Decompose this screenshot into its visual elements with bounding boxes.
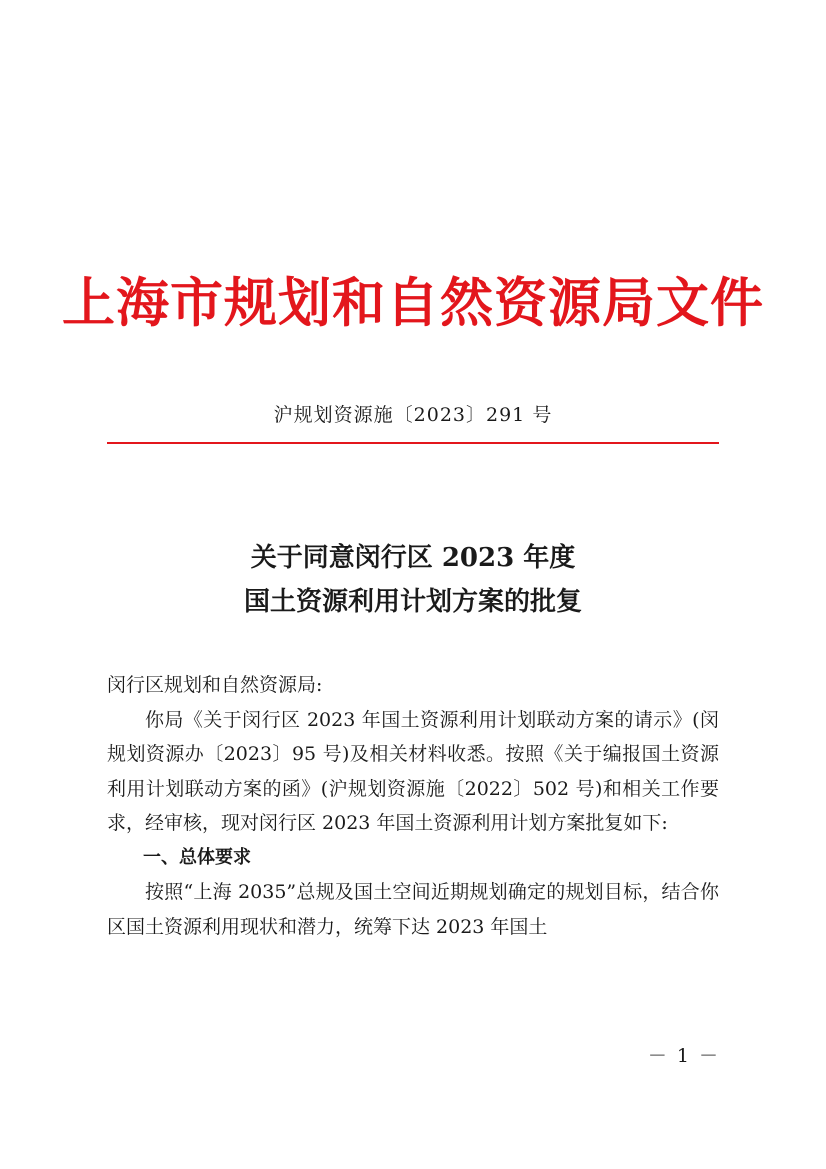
- document-number: 沪规划资源施〔2023〕291 号: [273, 404, 553, 426]
- title-line-1: 关于同意闵行区 2023 年度: [250, 543, 576, 573]
- section-heading-1: 一、总体要求: [143, 846, 251, 868]
- title-line-2: 国土资源利用计划方案的批复: [243, 587, 582, 617]
- document-masthead: 上海市规划和自然资源局文件: [62, 272, 764, 334]
- document-body: [107, 668, 719, 944]
- red-separator-line: [107, 442, 719, 444]
- body-paragraph-2: 按照“上海 2035”总规及国土空间近期规划确定的规划目标，结合你区国土资源利用现状和潜力，统筹下达 2023 年国土: [107, 881, 719, 938]
- page-number: － 1 －: [647, 1045, 720, 1067]
- addressee: 闵行区规划和自然资源局:: [107, 674, 323, 696]
- body-paragraph-1: 你局《关于闵行区 2023 年国土资源利用计划联动方案的请示》(闵规划资源办〔2023〕95 号)及相关材料收悉。按照《关于编报国土资源利用计划联动方案的函》(沪规划资源施〔2022〕502 号)和相关工作要求，经审核，现对闵行区 2023 年国土资源利用计划方案批复如下:: [107, 708, 719, 834]
- document-title: [0, 536, 826, 624]
